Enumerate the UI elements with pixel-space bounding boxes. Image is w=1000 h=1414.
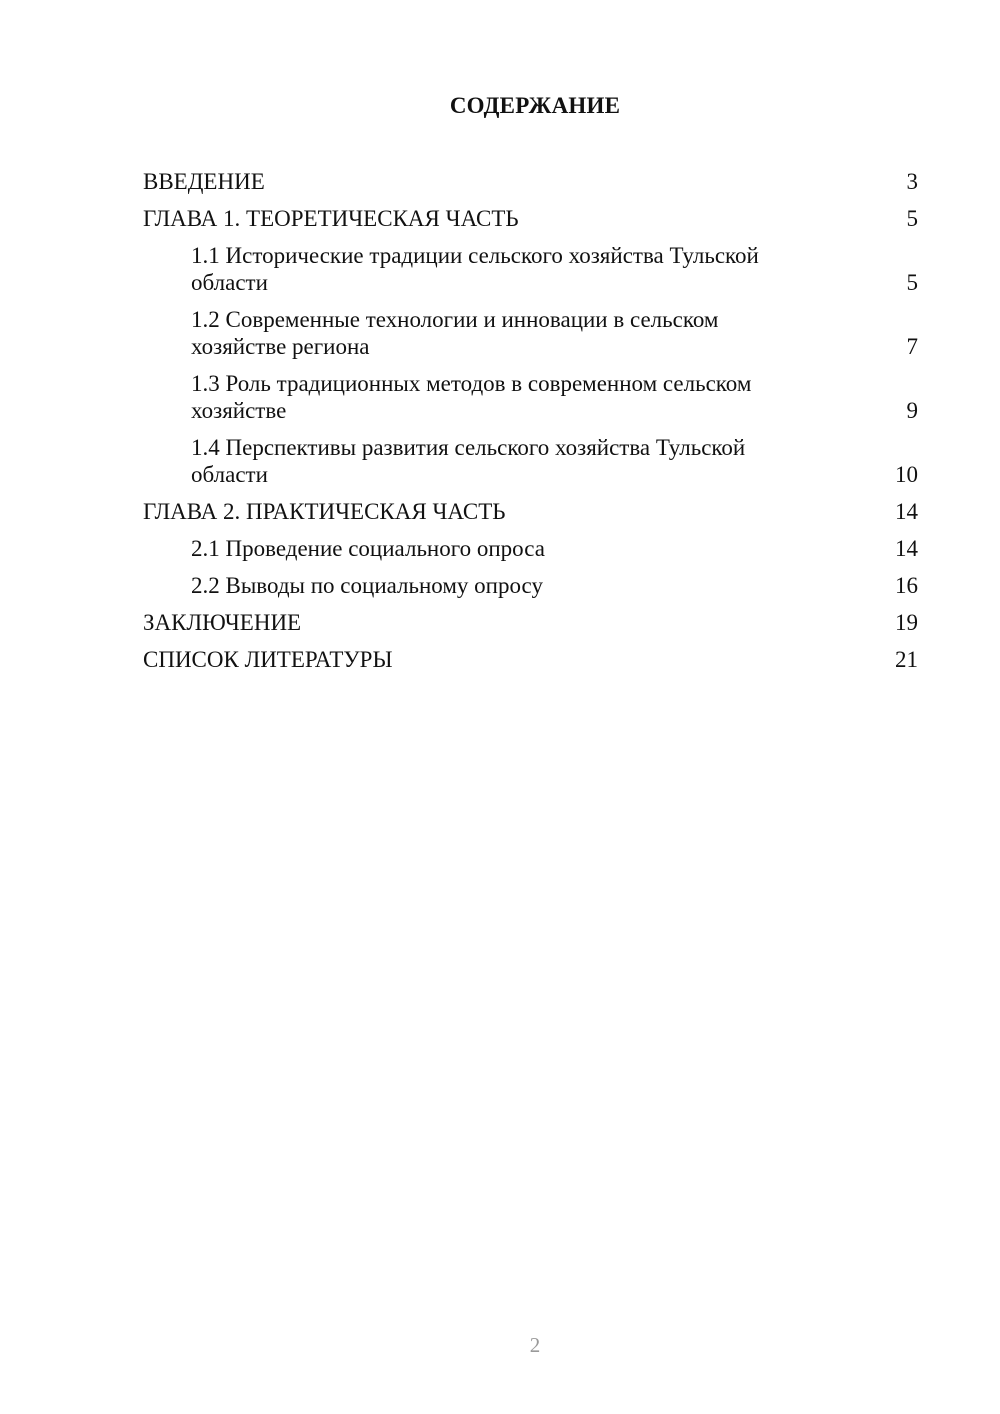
toc-entry-section-2-2[interactable] bbox=[143, 572, 918, 599]
toc-entry-bibliography[interactable] bbox=[143, 646, 918, 673]
toc-entry-page: 5 bbox=[906, 206, 918, 231]
toc-entry-page: 16 bbox=[895, 573, 918, 598]
toc-entry-chapter-1[interactable] bbox=[143, 205, 918, 232]
toc-entry-section-1-3[interactable] bbox=[143, 370, 918, 424]
toc-entry-title: 2.1 Проведение социального опроса bbox=[191, 536, 545, 561]
toc-entry-section-1-2[interactable] bbox=[143, 306, 918, 360]
toc-entry-section-1-1[interactable] bbox=[143, 242, 918, 296]
page-number: 2 bbox=[529, 1333, 541, 1357]
toc-entry-title: 1.2 Современные технологии и инновации в сельском хозяйстве региона bbox=[191, 307, 719, 359]
toc-entry-page: 5 bbox=[906, 270, 918, 295]
toc-entry-section-1-4[interactable] bbox=[143, 434, 918, 488]
toc-entry-section-2-1[interactable] bbox=[143, 535, 918, 562]
toc-entry-page: 19 bbox=[895, 610, 918, 635]
toc-entry-page: 14 bbox=[895, 499, 918, 524]
toc-entry-page: 3 bbox=[906, 169, 918, 194]
toc-entry-page: 10 bbox=[895, 462, 918, 487]
toc-entry-page: 7 bbox=[906, 334, 918, 359]
toc-entry-page: 9 bbox=[906, 398, 918, 423]
toc-entry-chapter-2[interactable] bbox=[143, 498, 918, 525]
toc-entry-title: ЗАКЛЮЧЕНИЕ bbox=[143, 610, 302, 635]
toc-entry-title: 1.1 Исторические традиции сельского хозяйства Тульской области bbox=[191, 243, 759, 295]
toc-entry-title: 2.2 Выводы по социальному опросу bbox=[191, 573, 543, 598]
toc-entry-title: 1.4 Перспективы развития сельского хозяйства Тульской области bbox=[191, 435, 746, 487]
toc-entry-title: ВВЕДЕНИЕ bbox=[143, 169, 265, 194]
toc-entry-page: 14 bbox=[895, 536, 918, 561]
toc-entry-page: 21 bbox=[895, 647, 918, 672]
page-title: СОДЕРЖАНИЕ bbox=[449, 93, 621, 118]
toc-entry-title: 1.3 Роль традиционных методов в современном сельском хозяйстве bbox=[191, 371, 752, 423]
toc-entry-conclusion[interactable] bbox=[143, 609, 918, 636]
toc-entry-title: ГЛАВА 2. ПРАКТИЧЕСКАЯ ЧАСТЬ bbox=[143, 499, 506, 524]
toc-entry-introduction[interactable] bbox=[143, 168, 918, 195]
table-of-contents bbox=[143, 168, 918, 683]
toc-entry-title: СПИСОК ЛИТЕРАТУРЫ bbox=[143, 647, 393, 672]
toc-entry-title: ГЛАВА 1. ТЕОРЕТИЧЕСКАЯ ЧАСТЬ bbox=[143, 206, 519, 231]
